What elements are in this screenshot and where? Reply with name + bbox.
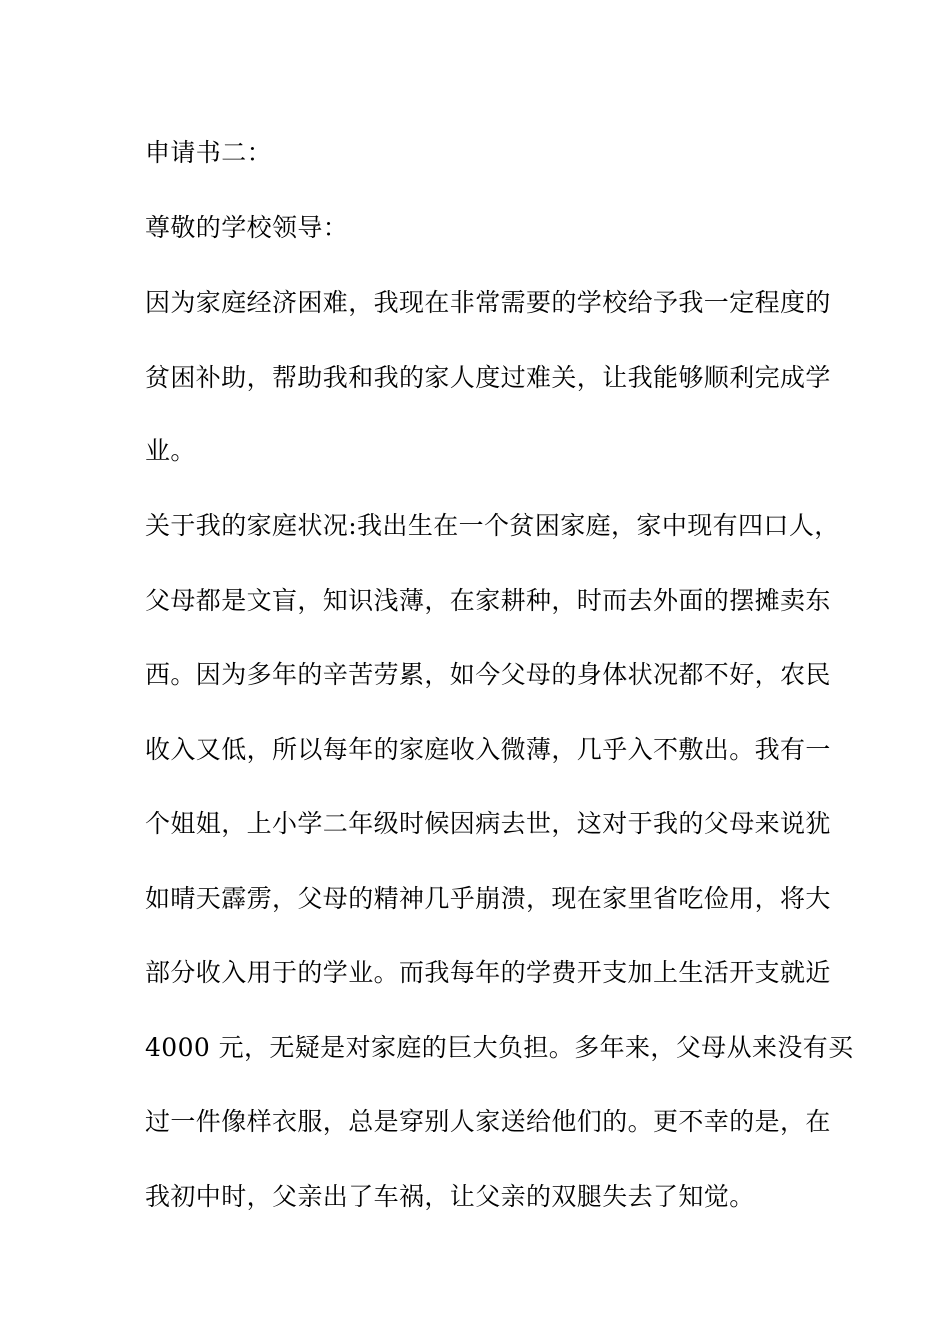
letter-heading: 申请书二： [145,138,273,167]
paragraph-1-line-3: 业。 [145,436,196,465]
paragraph-2-line-8: 4000 元，无疑是对家庭的巨大负担。多年来，父母从来没有买 [145,1033,854,1062]
paragraph-2-line-5: 个姐姐，上小学二年级时候因病去世，这对于我的父母来说犹 [145,809,831,838]
paragraph-2-line-10: 我初中时，父亲出了车祸，让父亲的双腿失去了知觉。 [145,1182,755,1211]
paragraph-2-line-4: 收入又低，所以每年的家庭收入微薄，几乎入不敷出。我有一 [145,735,831,764]
paragraph-2-line-6: 如晴天霹雳，父母的精神几乎崩溃，现在家里省吃俭用，将大 [145,884,831,913]
paragraph-2-line-7: 部分收入用于的学业。而我每年的学费开支加上生活开支就近 [145,958,831,987]
paragraph-2-line-3: 西。因为多年的辛苦劳累，如今父母的身体状况都不好，农民 [145,660,831,689]
paragraph-1-line-2: 贫困补助，帮助我和我的家人度过难关，让我能够顺利完成学 [145,363,831,392]
paragraph-1-line-1: 因为家庭经济困难，我现在非常需要的学校给予我一定程度的 [145,288,831,317]
paragraph-2-line-1: 关于我的家庭状况:我出生在一个贫困家庭，家中现有四口人， [145,511,840,540]
letter-salutation: 尊敬的学校领导： [145,213,349,242]
paragraph-2-line-9: 过一件像样衣服，总是穿别人家送给他们的。更不幸的是，在 [145,1107,831,1136]
paragraph-2-line-2: 父母都是文盲，知识浅薄，在家耕种，时而去外面的摆摊卖东 [145,586,831,615]
